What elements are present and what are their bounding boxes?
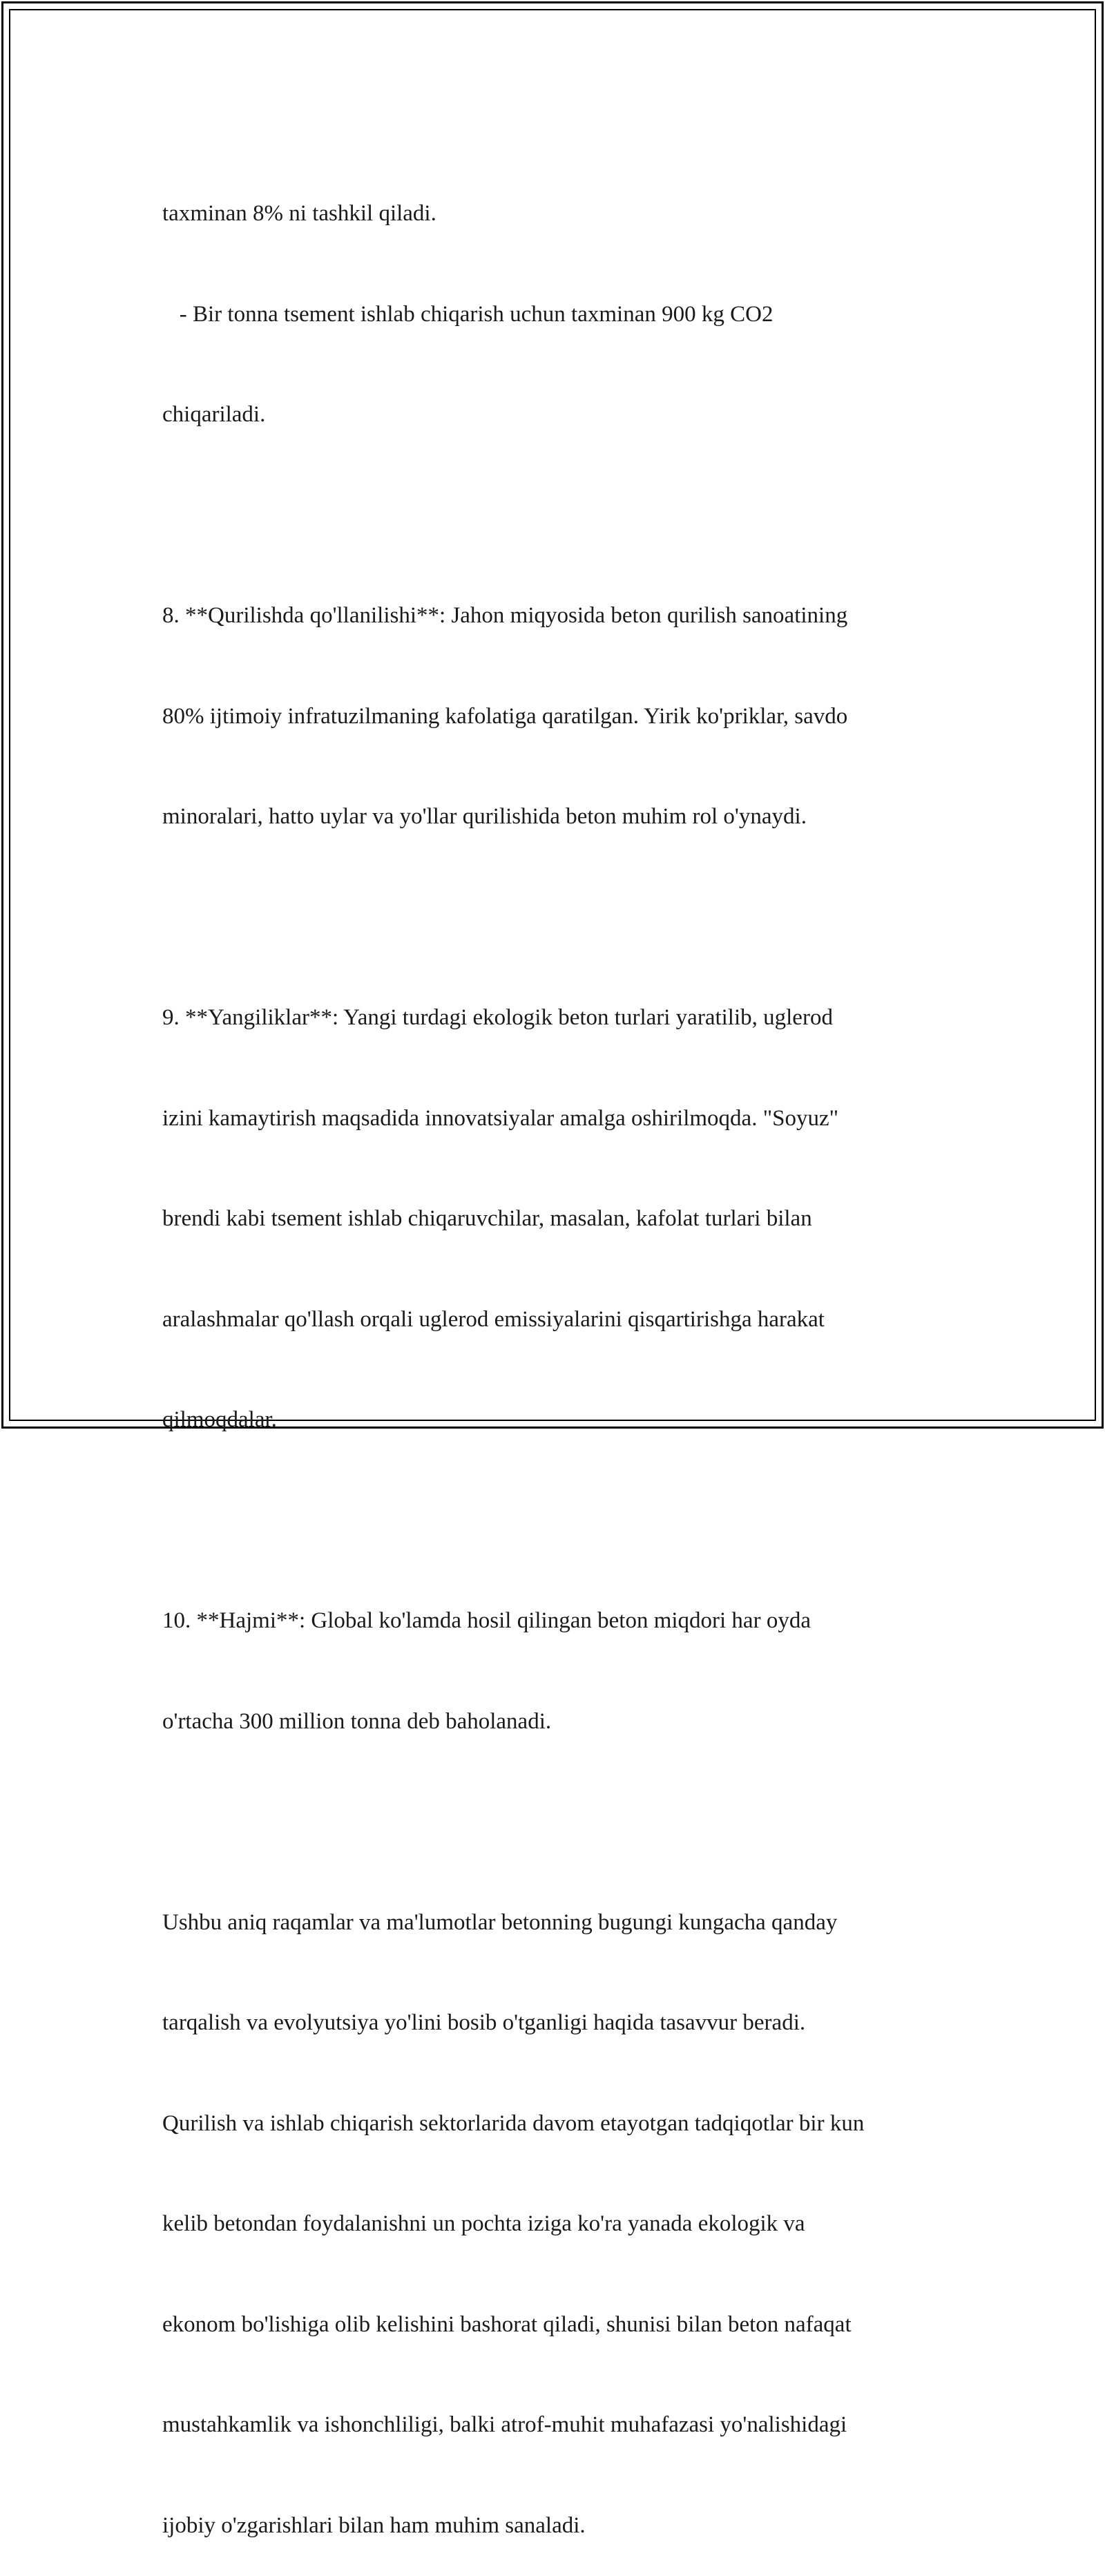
text-line: chiqariladi. (162, 402, 266, 427)
text-line: izini kamaytirish maqsadida innovatsiyalar amalga oshirilmoqda. "Soyuz" (162, 1105, 839, 1131)
text-line: aralashmalar qo'llash orqali uglerod emissiyalarini qisqartirishga harakat (162, 1306, 825, 1332)
text-line: - Bir tonna tsement ishlab chiqarish uchun taxminan 900 kg CO2 (162, 301, 774, 327)
text-line: o'rtacha 300 million tonna deb baholanadi. (162, 1708, 552, 1734)
blank-line (162, 499, 950, 533)
text-line: minoralari, hatto uylar va yo'llar qurilishida beton muhim rol o'ynaydi. (162, 804, 807, 829)
text-line: qilmoqdalar. (162, 1407, 277, 1432)
blank-line (162, 1504, 950, 1538)
blank-line (162, 1805, 950, 1839)
text-line: 10. **Hajmi**: Global ko'lamda hosil qilingan beton miqdori har oyda (162, 1608, 811, 1633)
text-line: Qurilish va ishlab chiqarish sektorlarida davom etayotgan tadqiqotlar bir kun (162, 2110, 865, 2136)
text-line: kelib betondan foydalanishni un pochta iziga ko'ra yanada ekologik va (162, 2211, 805, 2236)
text-line: 80% ijtimoiy infratuzilmaning kafolatiga qaratilgan. Yirik ko'priklar, savdo (162, 703, 848, 729)
text-line: taxminan 8% ni tashkil qiladi. (162, 201, 436, 226)
text-line: 8. **Qurilishda qo'llanilishi**: Jahon miqyosida beton qurilish sanoatining (162, 603, 848, 628)
text-line: ijobiy o'zgarishlari bilan ham muhim sanaladi. (162, 2512, 586, 2538)
text-line: 9. **Yangiliklar**: Yangi turdagi ekologik beton turlari yaratilib, uglerod (162, 1005, 833, 1030)
text-line: tarqalish va evolyutsiya yo'lini bosib o'tganligi haqida tasavvur beradi. (162, 2010, 806, 2035)
text-line: Ushbu aniq raqamlar va ma'lumotlar betonning bugungi kungacha qanday (162, 1909, 838, 1935)
document-body (162, 130, 950, 2576)
blank-line (162, 901, 950, 935)
text-line: ekonom bo'lishiga olib kelishini bashorat qiladi, shunisi bilan beton nafaqat (162, 2311, 852, 2337)
text-line: mustahkamlik va ishonchliligi, balki atrof-muhit muhafazasi yo'nalishidagi (162, 2412, 847, 2437)
text-line: brendi kabi tsement ishlab chiqaruvchilar, masalan, kafolat turlari bilan (162, 1206, 812, 1231)
